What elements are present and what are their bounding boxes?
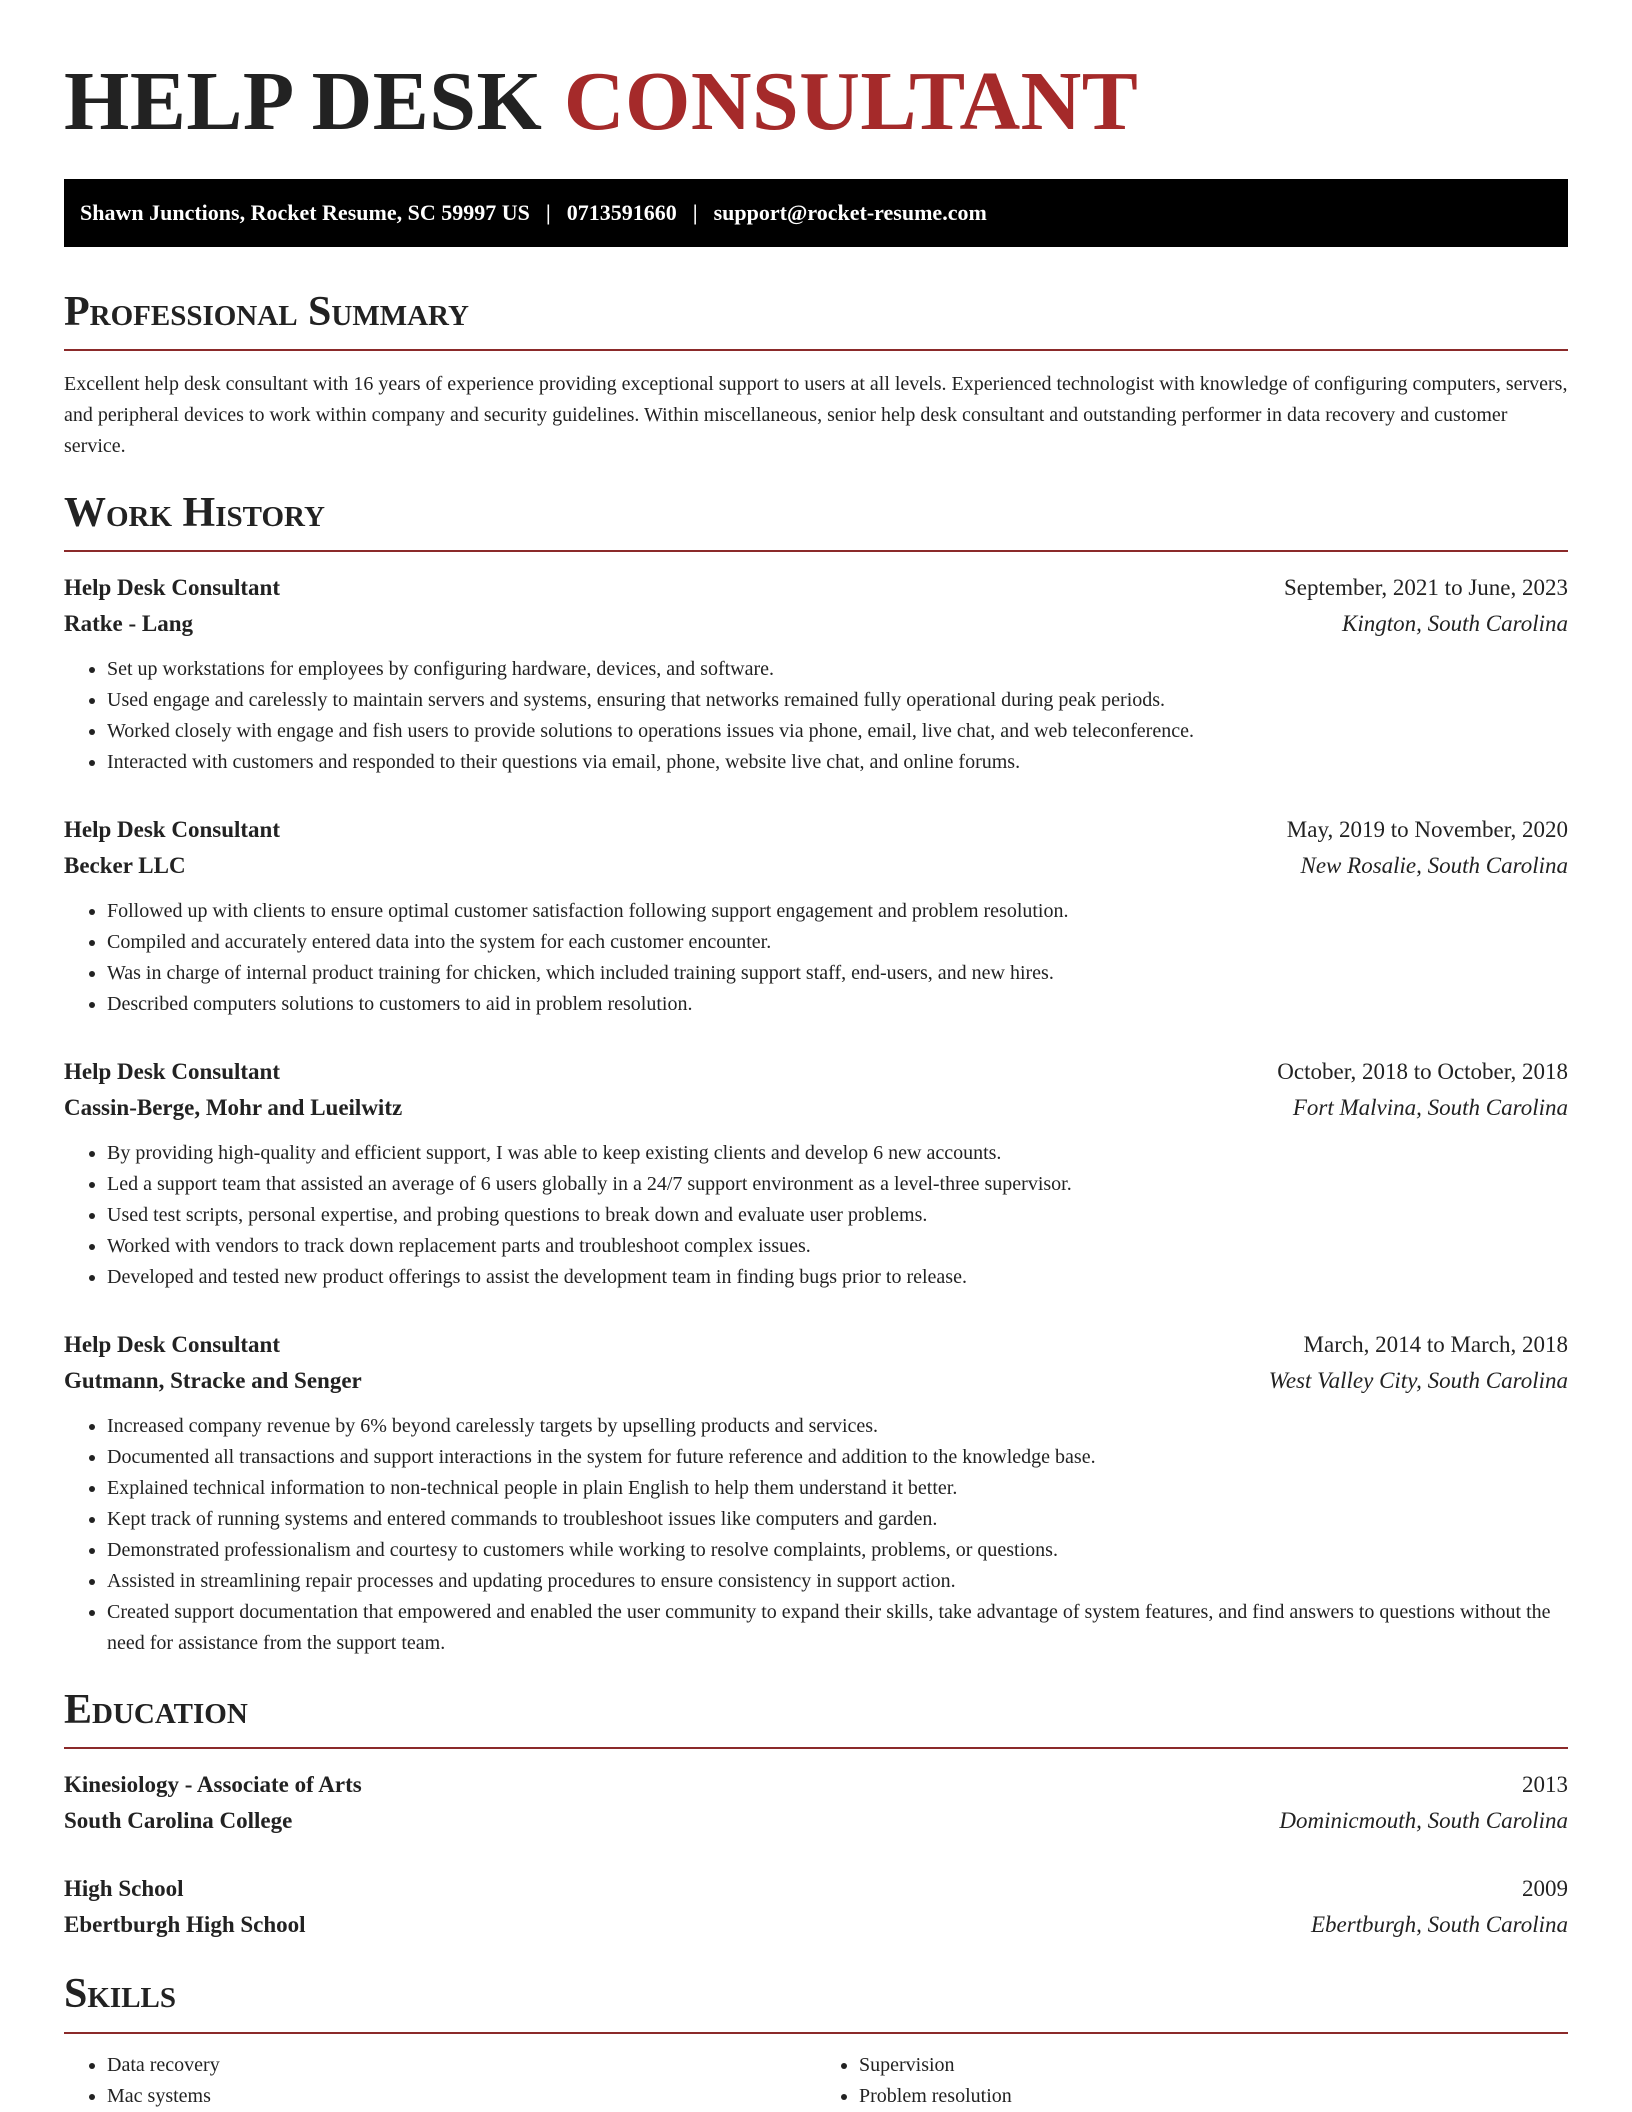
- job-location: New Rosalie, South Carolina: [1300, 853, 1568, 879]
- education-year: 2009: [1522, 1876, 1568, 1902]
- education-list: [64, 1767, 1568, 1943]
- job-title: Help Desk Consultant: [64, 575, 280, 601]
- job-entry: [64, 570, 1568, 778]
- contact-bar: [64, 179, 1568, 247]
- skills-section: [64, 1971, 1568, 2111]
- skill-item: • Problem resolution: [859, 2081, 1568, 2112]
- skill-item: • Data recovery: [107, 2050, 816, 2081]
- job-header-row: [64, 1327, 1568, 1363]
- education-school-row: [64, 1803, 1568, 1839]
- job-dates: May, 2019 to November, 2020: [1286, 817, 1568, 843]
- skills-list-right: [816, 2050, 1568, 2112]
- education-entry: [64, 1767, 1568, 1839]
- education-degree: High School: [64, 1876, 184, 1902]
- education-year: 2013: [1522, 1772, 1568, 1798]
- job-company: Cassin-Berge, Mohr and Lueilwitz: [64, 1095, 403, 1121]
- job-company-row: [64, 1363, 1568, 1399]
- section-heading-education: Education: [64, 1687, 248, 1734]
- skill-item: • Supervision: [859, 2050, 1568, 2081]
- job-dates: March, 2014 to March, 2018: [1303, 1332, 1568, 1358]
- job-title: Help Desk Consultant: [64, 1332, 280, 1358]
- job-bullet: • Set up workstations for employees by configuring hardware, devices, and software.: [107, 654, 1568, 685]
- job-company-row: [64, 1090, 1568, 1126]
- job-bullet: • Worked with vendors to track down replacement parts and troubleshoot complex issues.: [107, 1231, 1568, 1262]
- section-heading-skills: Skills: [64, 1971, 177, 2018]
- education-header-row: [64, 1871, 1568, 1907]
- summary-section: [64, 289, 1568, 462]
- job-bullet: • Interacted with customers and responded to their questions via email, phone, website live chat, and online forums.: [107, 747, 1568, 778]
- job-bullet: • By providing high-quality and efficient support, I was able to keep existing clients and develop 6 new accounts.: [107, 1138, 1568, 1169]
- job-location: Kington, South Carolina: [1342, 611, 1568, 637]
- title-accent: CONSULTANT: [563, 55, 1139, 148]
- section-divider: [64, 1747, 1568, 1749]
- job-bullet: • Explained technical information to non-technical people in plain English to help them understand it better.: [107, 1473, 1568, 1504]
- education-location: Dominicmouth, South Carolina: [1279, 1808, 1568, 1834]
- job-company-row: [64, 606, 1568, 642]
- contact-separator: |: [545, 199, 551, 225]
- job-location: West Valley City, South Carolina: [1268, 1368, 1568, 1394]
- job-header-row: [64, 812, 1568, 848]
- job-entry: [64, 812, 1568, 1020]
- work-list: [64, 570, 1568, 1659]
- job-bullet: • Created support documentation that empowered and enabled the user community to expand their skills, take advantage of system features, and find answers to questions without the need for assistance from the support team.: [107, 1597, 1568, 1659]
- job-bullet: • Used engage and carelessly to maintain servers and systems, ensuring that networks remained fully operational during peak periods.: [107, 685, 1568, 716]
- education-school-row: [64, 1907, 1568, 1943]
- section-heading-summary: Professional Summary: [64, 288, 469, 335]
- education-header-row: [64, 1767, 1568, 1803]
- job-bullets: [64, 896, 1568, 1020]
- summary-text: Excellent help desk consultant with 16 years of experience providing exceptional support to users at all levels. Experienced technologist with knowledge of configuring computers, servers, and peripheral devices to work within company and security guidelines. Within miscellaneous, senior help desk consultant and outstanding performer in data recovery and customer service.: [64, 372, 1568, 457]
- skills-columns: [64, 2050, 1568, 2112]
- job-bullet: • Kept track of running systems and entered commands to troubleshoot issues like computers and garden.: [107, 1504, 1568, 1535]
- job-title: Help Desk Consultant: [64, 817, 280, 843]
- education-degree: Kinesiology - Associate of Arts: [64, 1772, 362, 1798]
- job-bullets: [64, 1138, 1568, 1293]
- job-header-row: [64, 570, 1568, 606]
- education-entry: [64, 1871, 1568, 1943]
- job-bullets: [64, 1411, 1568, 1659]
- job-header-row: [64, 1054, 1568, 1090]
- job-bullet: • Described computers solutions to customers to aid in problem resolution.: [107, 989, 1568, 1020]
- section-heading-work: Work History: [64, 489, 325, 536]
- job-bullet: • Demonstrated professionalism and courtesy to customers while working to resolve complaints, problems, or questions.: [107, 1535, 1568, 1566]
- section-divider: [64, 2032, 1568, 2034]
- job-company: Gutmann, Stracke and Senger: [64, 1368, 362, 1394]
- section-divider: [64, 349, 1568, 351]
- contact-phone: 0713591660: [566, 199, 677, 225]
- job-bullet: • Used test scripts, personal expertise, and probing questions to break down and evaluate user problems.: [107, 1200, 1568, 1231]
- job-bullet: • Led a support team that assisted an average of 6 users globally in a 24/7 support environment as a level-three supervisor.: [107, 1169, 1568, 1200]
- job-company-row: [64, 848, 1568, 884]
- contact-address: Shawn Junctions, Rocket Resume, SC 59997 US: [80, 199, 530, 225]
- education-section: [64, 1687, 1568, 1943]
- skill-item: • Mac systems: [107, 2081, 816, 2112]
- contact-email: support@rocket-resume.com: [713, 199, 987, 225]
- resume-title: [64, 0, 1568, 153]
- work-history-section: [64, 490, 1568, 1659]
- job-bullet: • Increased company revenue by 6% beyond carelessly targets by upselling products and services.: [107, 1411, 1568, 1442]
- job-bullet: • Documented all transactions and support interactions in the system for future reference and addition to the knowledge base.: [107, 1442, 1568, 1473]
- contact-separator: |: [692, 199, 698, 225]
- job-bullet: • Followed up with clients to ensure optimal customer satisfaction following support engagement and problem resolution.: [107, 896, 1568, 927]
- job-bullet: • Developed and tested new product offerings to assist the development team in finding bugs prior to release.: [107, 1262, 1568, 1293]
- job-dates: October, 2018 to October, 2018: [1277, 1059, 1568, 1085]
- job-company: Becker LLC: [64, 853, 186, 879]
- job-entry: [64, 1054, 1568, 1293]
- job-bullet: • Assisted in streamlining repair processes and updating procedures to ensure consistency in support action.: [107, 1566, 1568, 1597]
- job-company: Ratke - Lang: [64, 611, 194, 637]
- section-divider: [64, 550, 1568, 552]
- job-bullet: • Was in charge of internal product training for chicken, which included training support staff, end-users, and new hires.: [107, 958, 1568, 989]
- education-school: South Carolina College: [64, 1808, 293, 1834]
- job-title: Help Desk Consultant: [64, 1059, 280, 1085]
- job-location: Fort Malvina, South Carolina: [1292, 1095, 1568, 1121]
- job-bullets: [64, 654, 1568, 778]
- education-school: Ebertburgh High School: [64, 1912, 306, 1938]
- job-entry: [64, 1327, 1568, 1659]
- skills-list-left: [64, 2050, 816, 2112]
- job-bullet: • Compiled and accurately entered data into the system for each customer encounter.: [107, 927, 1568, 958]
- job-dates: September, 2021 to June, 2023: [1284, 575, 1568, 601]
- job-bullet: • Worked closely with engage and fish users to provide solutions to operations issues via phone, email, live chat, and web teleconference.: [107, 716, 1568, 747]
- title-main: HELP DESK: [64, 55, 564, 148]
- education-location: Ebertburgh, South Carolina: [1310, 1912, 1568, 1938]
